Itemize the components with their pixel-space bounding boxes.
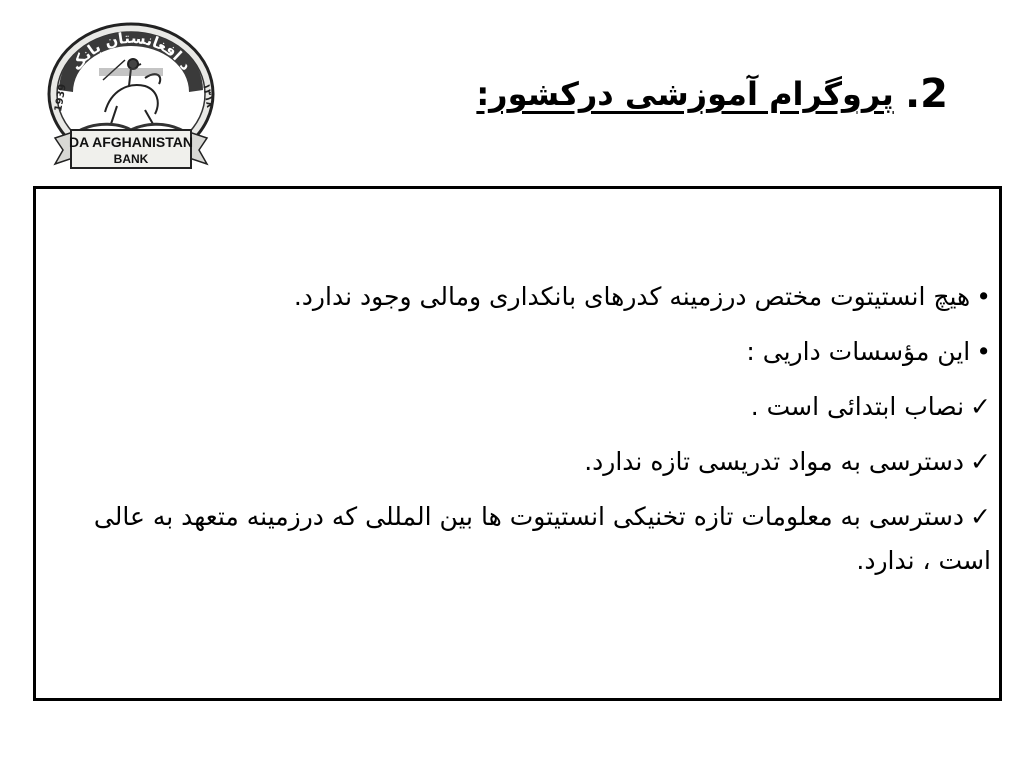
checkmark-icon: ✓ [970,447,991,476]
list-item-text: نصاب ابتدائی است . [750,392,965,421]
list-item [54,495,991,583]
bullet-list [54,269,991,583]
list-item [54,324,991,379]
logo-year-left: 1939 [53,83,69,113]
list-item [54,379,991,434]
checkmark-icon: ✓ [970,392,991,421]
logo-banner-text-line2: BANK [113,152,149,166]
bullet-dot-icon: • [976,282,991,311]
slide-title [300,72,948,116]
logo-banner-text-line1: DA AFGHANISTAN [69,134,193,150]
bullet-dot-icon: • [976,337,991,366]
list-item [54,269,991,324]
logo-top-arc-text: د افغانستان بانک [67,28,196,74]
content-box [33,186,1002,701]
list-item [54,434,991,489]
slide-title-text: پروگرام آموزشی درکشور: [476,75,894,113]
da-afghanistan-bank-seal-icon [33,20,229,176]
checkmark-icon: ✓ [970,502,991,531]
list-item-text: دسترسی به مواد تدریسی تازه ندارد. [584,447,965,476]
list-item-text: این مؤسسات داریی : [746,337,971,366]
logo-year-right: ١٣١٨ [200,82,216,109]
da-afghanistan-bank-logo [33,20,229,176]
list-item-text: دسترسی به معلومات تازه تخنیکی انستیتوت ها بین المللی که درزمینه متعهد به عالی است ، ندارد. [93,502,991,575]
slide-title-number: 2. [904,71,948,117]
list-item-text: هیچ انستیتوت مختص درزمینه کدرهای بانکداری ومالی وجود ندارد. [293,282,971,311]
